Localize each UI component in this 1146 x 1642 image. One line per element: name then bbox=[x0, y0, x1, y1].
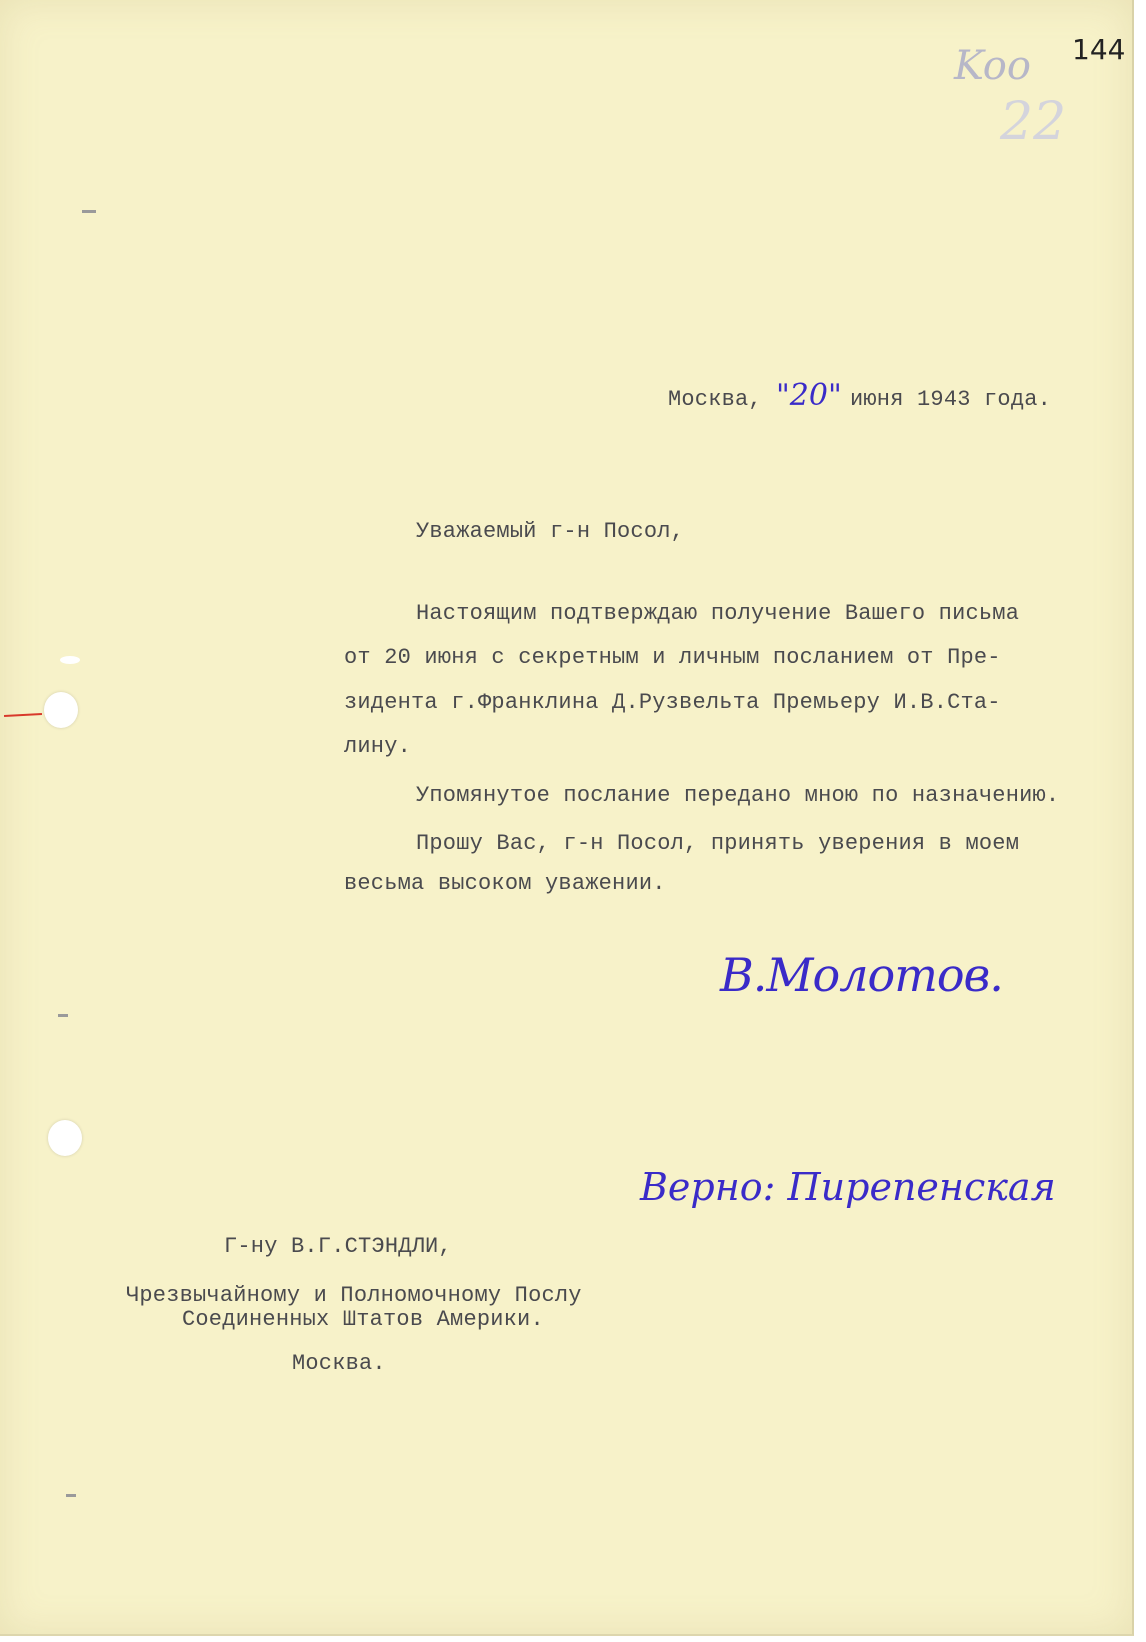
margin-tick bbox=[82, 210, 96, 213]
pencil-number: 22 bbox=[1000, 92, 1067, 152]
margin-tick bbox=[66, 1494, 76, 1497]
punch-hole-bottom bbox=[48, 1120, 82, 1156]
folio-number: 144 bbox=[1072, 33, 1126, 66]
margin-tick bbox=[58, 1014, 68, 1017]
body-line: Упомянутое послание передано мною по назначению. bbox=[416, 783, 1060, 808]
punch-hole-top bbox=[44, 692, 78, 728]
body-line: Настоящим подтверждаю получение Вашего письма bbox=[416, 601, 1020, 626]
body-line: зидента г.Франклина Д.Рузвельта Премьеру И.В.Ста- bbox=[344, 690, 1001, 715]
body-line: весьма высоком уважении. bbox=[344, 871, 666, 896]
place-month-year: июня 1943 года. bbox=[850, 387, 1052, 412]
margin-nick bbox=[60, 656, 80, 664]
signature: В.Молотов. bbox=[720, 948, 1003, 1002]
body-line: от 20 июня с секретным и личным посланием от Пре- bbox=[344, 645, 1001, 670]
date-day: "20" bbox=[776, 378, 842, 413]
body-line: лину. bbox=[344, 734, 412, 759]
place-city: Москва, bbox=[668, 387, 762, 412]
addressee-title: Соединенных Штатов Америки. bbox=[182, 1307, 544, 1332]
salutation: Уважаемый г-н Посол, bbox=[416, 519, 685, 544]
addressee-city: Москва. bbox=[292, 1351, 386, 1376]
pencil-mark: Koo bbox=[954, 43, 1031, 89]
addressee-name: Г-ну В.Г.СТЭНДЛИ, bbox=[224, 1234, 452, 1259]
certification-note: Верно: Пирепенская bbox=[640, 1165, 1056, 1209]
addressee-title: Чрезвычайному и Полномочному Послу bbox=[126, 1283, 582, 1308]
body-line: Прошу Вас, г-н Посол, принять уверения в моем bbox=[416, 831, 1020, 856]
